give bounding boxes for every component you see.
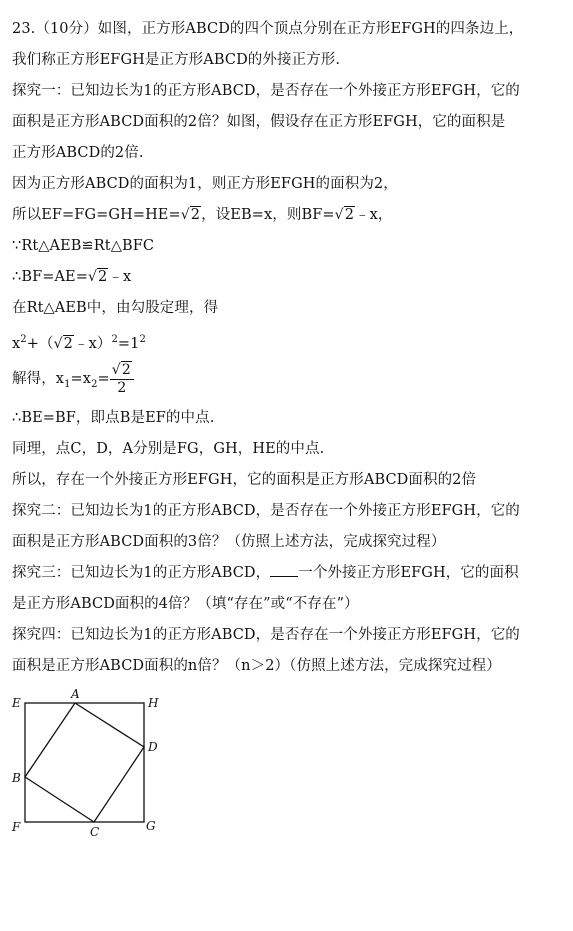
- text-segment: x: [12, 335, 21, 352]
- text-segment: 一个外接正方形EFGH，它的面积: [298, 565, 519, 581]
- radical-sign: √: [180, 207, 190, 223]
- denominator: 2: [117, 379, 127, 396]
- label-a: A: [71, 687, 80, 701]
- text-segment: 所以EF=FG=GH=HE=: [12, 207, 181, 223]
- radicand: 2: [190, 207, 201, 223]
- text-line: 同理，点C，D，A分别是FG，GH，HE的中点.: [12, 441, 325, 457]
- radical-sign: √: [334, 207, 344, 223]
- text-line: 我们称正方形EFGH是正方形ABCD的外接正方形.: [12, 52, 341, 68]
- radicand: 2: [98, 269, 108, 285]
- radical-sign: √: [88, 269, 98, 285]
- text-line: 是正方形ABCD面积的4倍？（填“存在”或“不存在”）: [12, 596, 359, 612]
- text-segment: ﹣x: [108, 269, 132, 285]
- text-segment: ，设EB=x，则BF=: [201, 207, 335, 223]
- label-h: H: [148, 696, 159, 710]
- text-line: [12, 558, 568, 589]
- text-segment: =x: [70, 371, 92, 387]
- text-line: 探究一：已知边长为1的正方形ABCD，是否存在一个外接正方形EFGH，它的: [12, 83, 520, 99]
- text-segment: ∴BF=AE=: [12, 269, 88, 285]
- text-line: 23.（10分）如图，正方形ABCD的四个顶点分别在正方形EFGH的四条边上，: [12, 21, 524, 37]
- text-line: 面积是正方形ABCD面积的n倍？（n＞2）（仿照上述方法，完成探究过程）: [12, 658, 501, 674]
- sqrt-expression: [54, 329, 74, 360]
- sqrt-expression: [335, 200, 355, 231]
- text-line: ∵Rt△AEB≌Rt△BFC: [12, 238, 155, 254]
- sqrt-expression: [181, 200, 201, 231]
- text-segment: 解得，x: [12, 371, 65, 387]
- problem-text: [12, 14, 568, 682]
- radicand: 2: [63, 335, 73, 352]
- geometry-figure: [8, 686, 168, 846]
- text-segment: +（: [26, 335, 54, 352]
- text-line: 面积是正方形ABCD面积的3倍？（仿照上述方法，完成探究过程）: [12, 534, 446, 550]
- text-line: 探究二：已知边长为1的正方形ABCD，是否存在一个外接正方形EFGH，它的: [12, 503, 520, 519]
- radicand: 2: [344, 207, 355, 223]
- text-segment: ﹣x）: [73, 335, 112, 352]
- text-line: 在Rt△AEB中，由勾股定理，得: [12, 300, 219, 316]
- label-g: G: [146, 819, 156, 833]
- text-line: 探究四：已知边长为1的正方形ABCD，是否存在一个外接正方形EFGH，它的: [12, 627, 520, 643]
- exponent: 2: [111, 334, 118, 345]
- text-line: 面积是正方形ABCD面积的2倍？如图，假设存在正方形EFGH，它的面积是: [12, 114, 506, 130]
- text-segment: ﹣x，: [355, 207, 393, 223]
- radical-sign: √: [53, 335, 63, 352]
- subscript: 2: [91, 378, 98, 390]
- label-e: E: [12, 696, 21, 710]
- text-segment: =: [97, 371, 110, 387]
- squares-diagram: [8, 686, 168, 846]
- text-segment: =1: [117, 335, 140, 352]
- text-line: [12, 262, 568, 293]
- label-d: D: [148, 740, 158, 754]
- text-line: 所以，存在一个外接正方形EFGH，它的面积是正方形ABCD面积的2倍: [12, 472, 477, 488]
- subscript: 1: [64, 378, 71, 390]
- inner-square-abcd: [25, 703, 144, 822]
- text-line: [12, 200, 568, 231]
- radicand: 2: [121, 361, 131, 378]
- sqrt-expression: [88, 262, 108, 293]
- exponent: 2: [20, 334, 27, 345]
- label-b: B: [12, 771, 21, 785]
- label-f: F: [12, 820, 21, 834]
- exponent: 2: [139, 334, 146, 345]
- text-line: [12, 324, 568, 355]
- radical-sign: √: [111, 361, 121, 378]
- answer-blank[interactable]: [270, 562, 298, 577]
- outer-square-efgh: [25, 703, 144, 822]
- numerator: [110, 362, 134, 380]
- text-line: 因为正方形ABCD的面积为1，则正方形EFGH的面积为2，: [12, 176, 398, 192]
- text-line: ∴BE=BF，即点B是EF的中点.: [12, 410, 215, 426]
- fraction: [110, 362, 134, 397]
- text-line: [12, 355, 568, 403]
- text-line: 正方形ABCD的2倍.: [12, 145, 144, 161]
- label-c: C: [90, 825, 100, 839]
- text-segment: 探究三：已知边长为1的正方形ABCD，: [12, 565, 271, 581]
